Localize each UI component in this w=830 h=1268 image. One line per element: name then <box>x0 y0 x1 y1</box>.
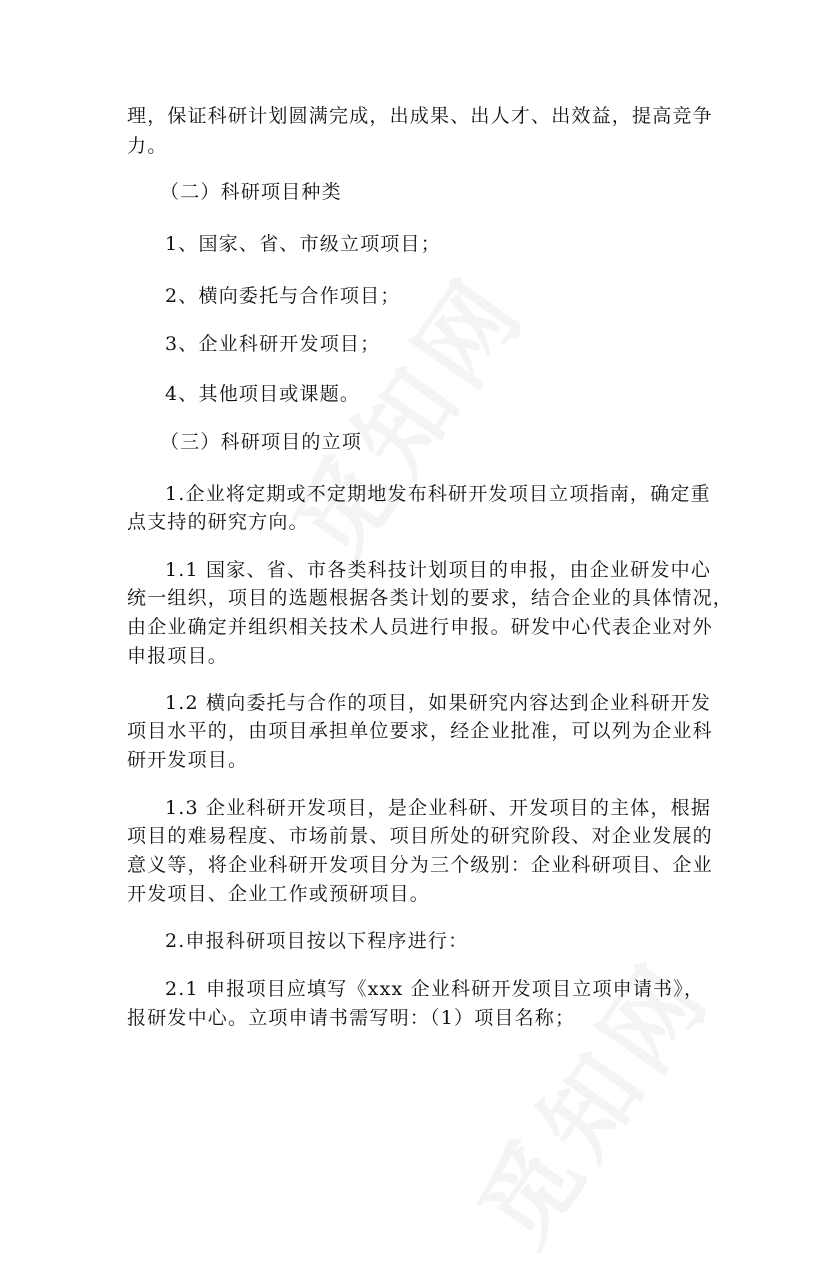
paragraph-line: 项目的难易程度、市场前景、项目所处的研究阶段、对企业发展的 <box>127 825 713 847</box>
paragraph-line: 开发项目、企业工作或预研项目。 <box>127 883 431 905</box>
list-item: 1、国家、省、市级立项项目； <box>165 233 441 255</box>
paragraph-line: 报研发中心。立项申请书需写明：（1）项目名称； <box>127 1007 576 1029</box>
paragraph-line: 统一组织，项目的选题根据各类计划的要求，结合企业的具体情况， <box>127 587 734 609</box>
paragraph-line: 项目水平的，由项目承担单位要求，经企业批准，可以列为企业科 <box>127 720 713 742</box>
paragraph-line: 1.企业将定期或不定期地发布科研开发项目立项指南，确定重 <box>165 483 711 505</box>
section-heading: （三）科研项目的立项 <box>160 431 363 453</box>
list-item: 2、横向委托与合作项目； <box>165 285 401 307</box>
paragraph-line: 力。 <box>127 135 168 157</box>
paragraph-line: 1.1 国家、省、市各类科技计划项目的申报，由企业研发中心 <box>165 559 712 581</box>
paragraph-line: 2.1 申报项目应填写《xxx 企业科研开发项目立项申请书》， <box>165 978 705 1000</box>
paragraph-line: 1.2 横向委托与合作的项目，如果研究内容达到企业科研开发 <box>165 692 712 714</box>
list-item: 3、企业科研开发项目； <box>165 333 381 355</box>
paragraph-line: 点支持的研究方向。 <box>127 511 309 533</box>
paragraph-line: 1.3 企业科研开发项目，是企业科研、开发项目的主体，根据 <box>165 797 712 819</box>
paragraph-line: 申报项目。 <box>127 645 229 667</box>
paragraph-line: 由企业确定并组织相关技术人员进行申报。研发中心代表企业对外 <box>127 616 713 638</box>
paragraph-line: 2.申报科研项目按以下程序进行： <box>165 930 469 952</box>
section-heading: （二）科研项目种类 <box>160 181 342 203</box>
list-item: 4、其他项目或课题。 <box>165 383 361 405</box>
paragraph-line: 研开发项目。 <box>127 749 249 771</box>
paragraph-line: 意义等，将企业科研开发项目分为三个级别：企业科研项目、企业 <box>127 854 713 876</box>
paragraph-line: 理，保证科研计划圆满完成，出成果、出人才、出效益，提高竞争 <box>127 105 713 127</box>
